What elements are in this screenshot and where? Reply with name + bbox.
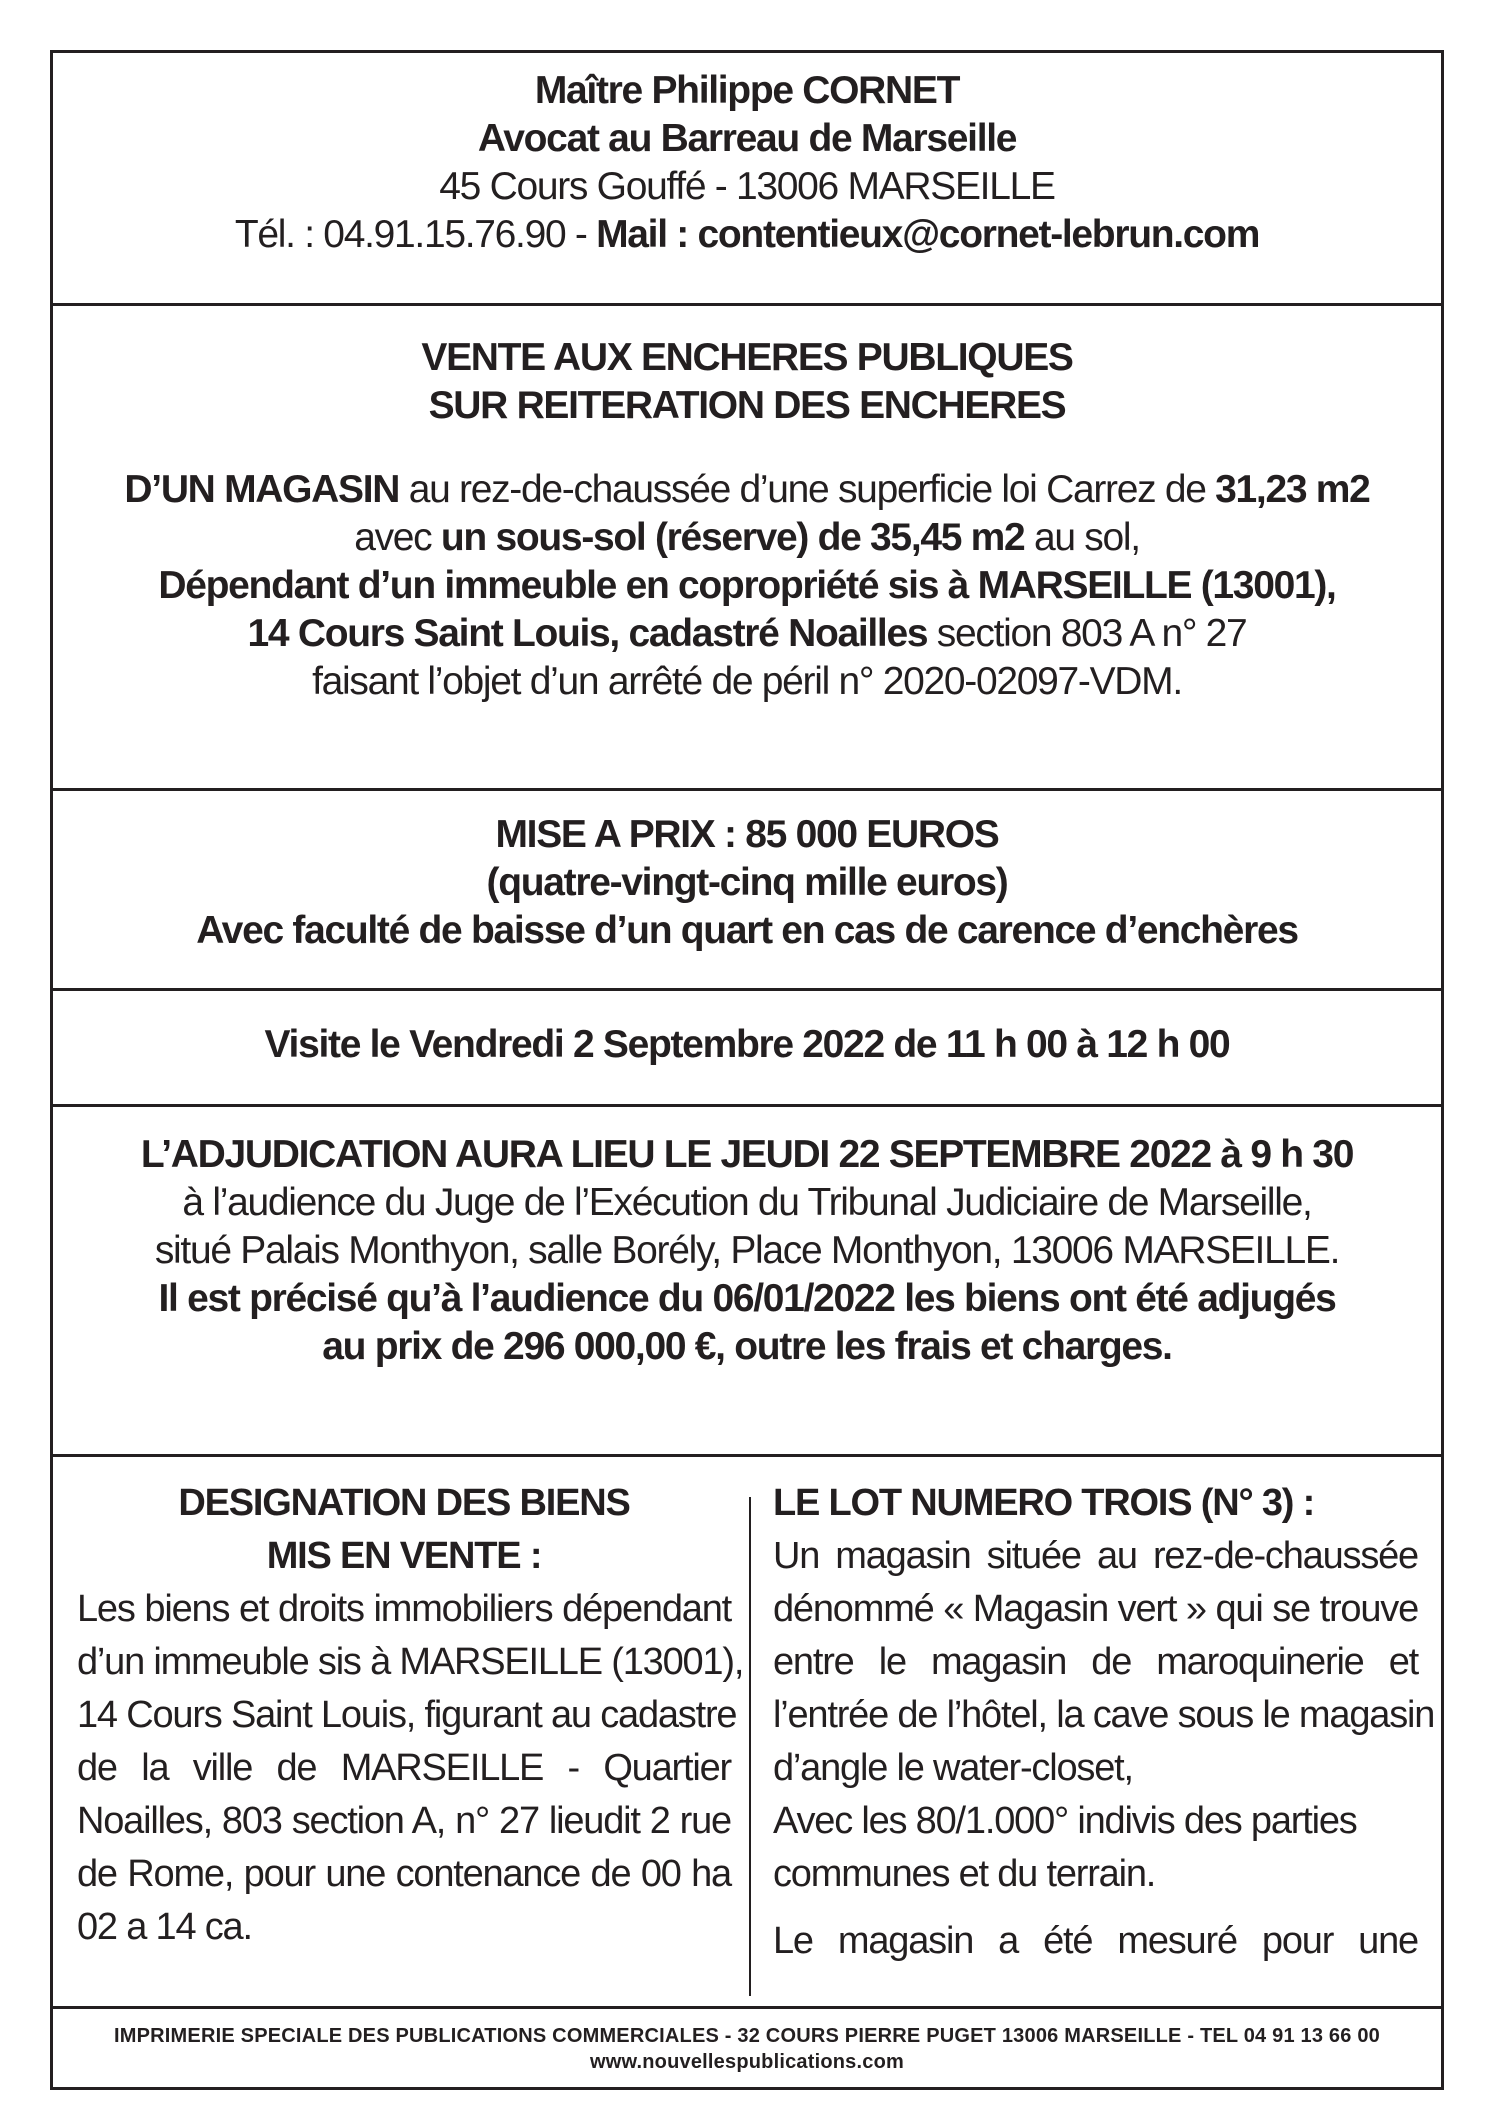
lot-line: Avec les 80/1.000° indivis des parties — [773, 1800, 1357, 1842]
property-details-section — [53, 1457, 1441, 2009]
lot-column — [773, 1477, 1435, 1968]
visit-section — [53, 991, 1441, 1107]
designation-line: 14 Cours Saint Louis, figurant au cadastre — [77, 1694, 737, 1736]
previous-price: au prix de 296 000,00 €, outre les frais et charges. — [322, 1325, 1172, 1368]
printer-website: www.nouvellespublications.com — [589, 2051, 904, 2073]
notice-frame — [50, 50, 1444, 2090]
price-section — [53, 791, 1441, 991]
description-text: au rez-de-chaussée d’une superficie loi Carrez de — [399, 468, 1216, 511]
designation-line: de la ville de MARSEILLE - Quartier — [77, 1747, 731, 1789]
lawyer-contact — [53, 211, 1441, 259]
designation-line: Noailles, 803 section A, n° 27 lieudit 2 rue — [77, 1800, 731, 1842]
lawyer-mail: Mail : contentieux@cornet-lebrun.com — [596, 213, 1260, 256]
visit-date: Visite le Vendredi 2 Septembre 2022 de 11 h 00 à 12 h 00 — [264, 1023, 1230, 1066]
column-divider — [749, 1497, 751, 1996]
lot-line: l’entrée de l’hôtel, la cave sous le magasin — [773, 1694, 1435, 1736]
description-bold: 31,23 m2 — [1215, 468, 1370, 511]
printer-address: IMPRIMERIE SPECIALE DES PUBLICATIONS COMMERCIALES - 32 COURS PIERRE PUGET 13006 MARSEILLE - TEL 04 91 13 66 00 — [114, 2025, 1380, 2047]
lot-line: entre le magasin de maroquinerie et — [773, 1641, 1418, 1683]
description-line1 — [53, 466, 1441, 514]
description-bold: D’UN MAGASIN — [124, 468, 400, 511]
spacer — [53, 430, 1441, 466]
designation-line: Les biens et droits immobiliers dépendant — [77, 1588, 731, 1630]
designation-heading-line1: DESIGNATION DES BIENS — [178, 1482, 630, 1524]
starting-price-words: (quatre-vingt-cinq mille euros) — [486, 861, 1008, 904]
spacer — [773, 1901, 1418, 1915]
lot-line: Un magasin située au rez-de-chaussée — [773, 1535, 1418, 1577]
lot-measure-line: Le magasin a été mesuré pour une — [773, 1920, 1418, 1962]
description-bold: 14 Cours Saint Louis, cadastré Noailles — [247, 612, 928, 655]
previous-adjudication: Il est précisé qu’à l’audience du 06/01/2022 les biens ont été adjugés — [158, 1277, 1336, 1320]
adjudication-date: L’ADJUDICATION AURA LIEU LE JEUDI 22 SEPTEMBRE 2022 à 9 h 30 — [140, 1133, 1354, 1176]
description-line3: Dépendant d’un immeuble en copropriété sis à MARSEILLE (13001), — [158, 564, 1336, 607]
description-text: avec — [354, 516, 441, 559]
designation-heading-line2: MIS EN VENTE : — [266, 1535, 542, 1577]
starting-price: MISE A PRIX : 85 000 EUROS — [495, 813, 999, 856]
lot-heading: LE LOT NUMERO TROIS (N° 3) : — [773, 1482, 1315, 1524]
lot-line: d’angle le water-closet, — [773, 1747, 1133, 1789]
description-line5: faisant l’objet d’un arrêté de péril n° 2020-02097-VDM. — [312, 660, 1182, 703]
lawyer-header — [53, 53, 1441, 306]
description-text: au sol, — [1024, 516, 1140, 559]
designation-line: de Rome, pour une contenance de 00 ha — [77, 1853, 731, 1895]
sale-title-line1: VENTE AUX ENCHERES PUBLIQUES — [421, 336, 1073, 379]
sale-title-section — [53, 306, 1441, 791]
designation-line: d’un immeuble sis à MARSEILLE (13001), — [77, 1641, 744, 1683]
description-line4 — [53, 610, 1441, 658]
adjudication-section — [53, 1107, 1441, 1457]
price-reduction-note: Avec faculté de baisse d’un quart en cas de carence d’enchères — [196, 909, 1298, 952]
lot-line: communes et du terrain. — [773, 1853, 1156, 1895]
lawyer-phone: Tél. : 04.91.15.76.90 - — [234, 213, 597, 256]
lot-line: dénommé « Magasin vert » qui se trouve — [773, 1588, 1418, 1630]
adjudication-location: situé Palais Monthyon, salle Borély, Place Monthyon, 13006 MARSEILLE. — [154, 1229, 1340, 1272]
sale-title-line2: SUR REITERATION DES ENCHERES — [428, 384, 1066, 427]
designation-column — [77, 1477, 744, 1954]
lawyer-address: 45 Cours Gouffé - 13006 MARSEILLE — [439, 165, 1055, 208]
printer-footer — [53, 2009, 1441, 2087]
lawyer-role: Avocat au Barreau de Marseille — [477, 117, 1017, 160]
description-bold: un sous-sol (réserve) de 35,45 m2 — [440, 516, 1025, 559]
designation-line: 02 a 14 ca. — [77, 1906, 252, 1948]
adjudication-court: à l’audience du Juge de l’Exécution du Tribunal Judiciaire de Marseille, — [182, 1181, 1312, 1224]
description-line2 — [53, 514, 1441, 562]
description-text: section 803 A n° 27 — [927, 612, 1247, 655]
lawyer-name: Maître Philippe CORNET — [534, 69, 960, 112]
